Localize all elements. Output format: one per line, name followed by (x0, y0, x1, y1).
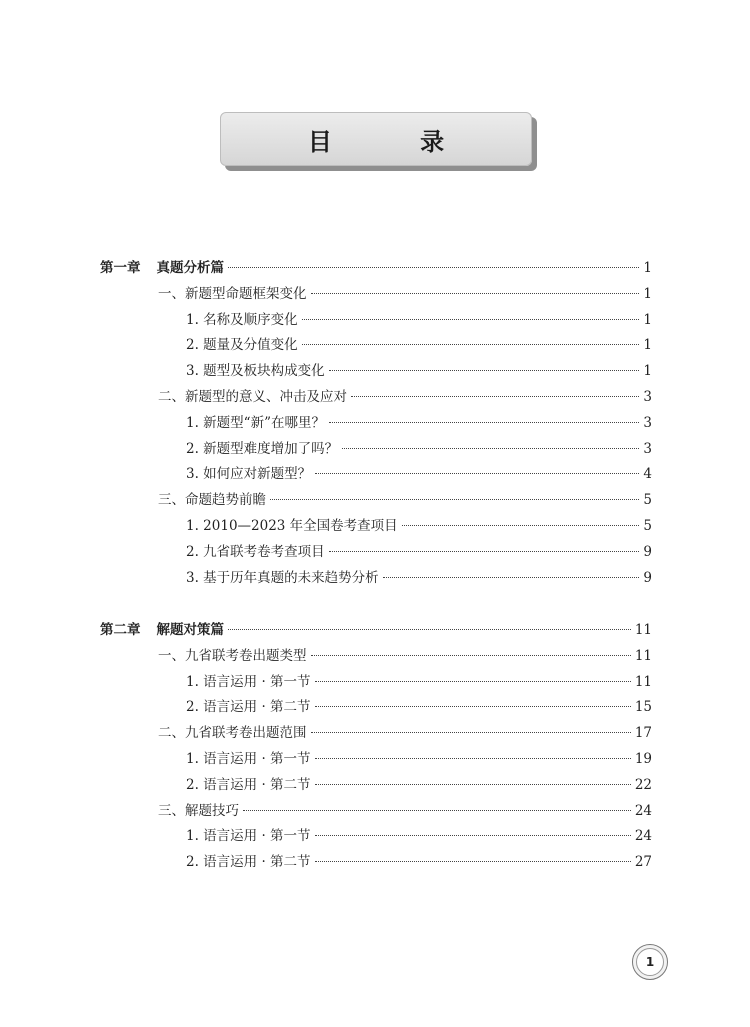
toc-item-entry[interactable] (186, 362, 652, 380)
toc-item-entry[interactable] (186, 336, 652, 354)
dot-leader (351, 396, 639, 397)
dot-leader (228, 629, 631, 630)
item-title: 1. 语言运用 · 第一节 (186, 673, 311, 690)
toc-title: 目 录 (307, 127, 485, 156)
dot-leader (302, 344, 640, 345)
entry-page-number: 9 (643, 569, 652, 586)
section-title: 一、新题型命题框架变化 (158, 285, 307, 302)
dot-leader (329, 422, 639, 423)
entry-page-number: 22 (634, 776, 652, 793)
item-title: 1. 名称及顺序变化 (186, 311, 298, 328)
entry-page-number: 11 (634, 673, 652, 690)
entry-page-number: 1 (643, 337, 652, 354)
item-title: 2. 语言运用 · 第二节 (186, 854, 311, 871)
toc-item-entry[interactable] (186, 311, 652, 329)
entry-page-number: 27 (634, 854, 652, 871)
item-title: 1. 语言运用 · 第一节 (186, 751, 311, 767)
page-number: 1 (636, 948, 664, 976)
dot-leader (243, 810, 631, 811)
entry-page-number: 15 (634, 699, 652, 716)
entry-page-number: 1 (643, 311, 652, 328)
page-number-badge (632, 944, 668, 980)
entry-page-number: 11 (634, 622, 652, 638)
dot-leader (329, 551, 640, 552)
toc-item-entry[interactable] (186, 776, 652, 794)
dot-leader (315, 681, 631, 682)
entry-page-number: 17 (634, 725, 652, 742)
section-title: 二、新题型的意义、冲击及应对 (158, 389, 347, 405)
toc-item-entry[interactable] (186, 853, 652, 871)
toc-item-entry[interactable] (186, 543, 652, 561)
toc-item-entry[interactable] (186, 698, 652, 716)
chapter-number: 第二章 (100, 622, 141, 638)
section-title: 一、九省联考卷出题类型 (158, 647, 307, 664)
dot-leader (315, 835, 631, 836)
section-title: 二、九省联考卷出题范围 (158, 725, 307, 742)
item-title: 2. 语言运用 · 第二节 (186, 776, 311, 793)
dot-leader (228, 267, 639, 268)
entry-page-number: 5 (643, 492, 652, 509)
entry-page-number: 3 (643, 389, 652, 405)
item-title: 1. 语言运用 · 第一节 (186, 828, 311, 845)
entry-page-number: 1 (643, 363, 652, 380)
entry-page-number: 3 (643, 414, 652, 431)
dot-leader (329, 370, 640, 371)
toc-item-entry[interactable] (186, 827, 652, 845)
item-title: 1. 新题型“新”在哪里？ (186, 414, 325, 431)
dot-leader (311, 732, 631, 733)
dot-leader (315, 473, 639, 474)
dot-leader (315, 784, 631, 785)
toc-section-entry[interactable] (158, 491, 652, 509)
dot-leader (270, 499, 639, 500)
toc-item-entry[interactable] (186, 673, 652, 691)
item-title: 3. 如何应对新题型？ (186, 466, 312, 483)
toc-title-box (220, 112, 532, 166)
item-title: 3. 基于历年真题的未来趋势分析 (186, 569, 379, 586)
toc-section-entry[interactable] (158, 802, 652, 820)
dot-leader (315, 861, 631, 862)
item-title: 1. 2010—2023 年全国卷考查项目 (186, 518, 398, 534)
entry-page-number: 5 (643, 518, 652, 534)
entry-page-number: 1 (643, 260, 652, 276)
item-title: 2. 新题型难度增加了吗？ (186, 440, 339, 457)
dot-leader (302, 319, 640, 320)
toc-item-entry[interactable] (186, 465, 652, 483)
chapter-title: 解题对策篇 (156, 622, 224, 638)
toc-item-entry[interactable] (186, 569, 652, 587)
dot-leader (402, 525, 640, 526)
entry-page-number: 9 (643, 543, 652, 560)
toc-section-entry[interactable] (158, 647, 652, 665)
item-title: 2. 九省联考卷考查项目 (186, 543, 325, 560)
toc-section-entry[interactable] (158, 724, 652, 742)
chapter-number: 第一章 (100, 260, 141, 276)
entry-page-number: 1 (643, 285, 652, 302)
dot-leader (311, 655, 631, 656)
dot-leader (383, 577, 640, 578)
toc-section-entry[interactable] (158, 285, 652, 303)
entry-page-number: 11 (634, 647, 652, 664)
entry-page-number: 4 (643, 466, 652, 483)
chapter-title: 真题分析篇 (156, 260, 224, 276)
section-title: 三、命题趋势前瞻 (158, 492, 266, 509)
toc-item-entry[interactable] (186, 750, 652, 768)
toc-item-entry[interactable] (186, 517, 652, 535)
entry-page-number: 24 (634, 828, 652, 845)
dot-leader (315, 706, 631, 707)
toc-chapter-entry[interactable] (100, 621, 652, 639)
entry-page-number: 24 (634, 802, 652, 819)
dot-leader (315, 758, 631, 759)
entry-page-number: 19 (634, 751, 652, 767)
item-title: 2. 语言运用 · 第二节 (186, 699, 311, 716)
toc-section-entry[interactable] (158, 388, 652, 406)
entry-page-number: 3 (643, 440, 652, 457)
dot-leader (342, 448, 639, 449)
section-title: 三、解题技巧 (158, 802, 239, 819)
toc-item-entry[interactable] (186, 440, 652, 458)
item-title: 2. 题量及分值变化 (186, 337, 298, 354)
toc-chapter-entry[interactable] (100, 259, 652, 277)
dot-leader (311, 293, 640, 294)
toc-item-entry[interactable] (186, 414, 652, 432)
item-title: 3. 题型及板块构成变化 (186, 363, 325, 380)
